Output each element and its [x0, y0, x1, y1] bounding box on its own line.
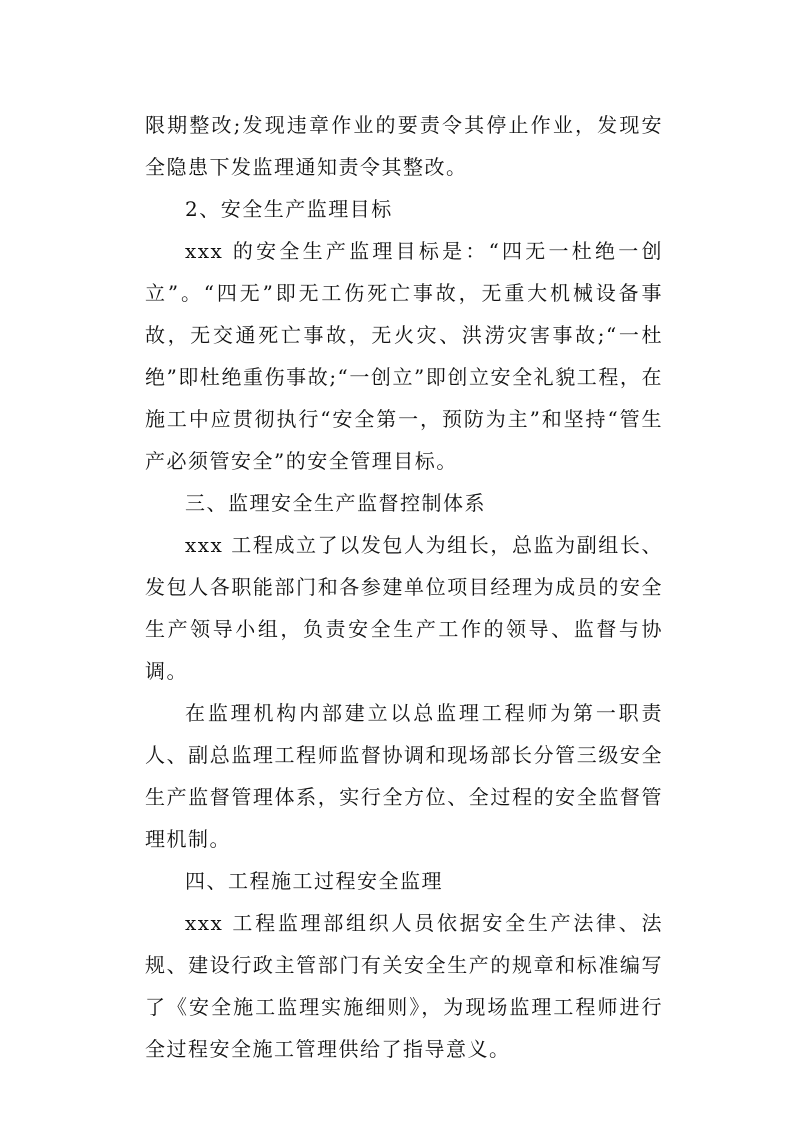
- section-heading-control-system: 三、监理安全生产监督控制体系: [185, 491, 486, 515]
- section-heading-construction-supervision: 四、工程施工过程安全监理: [185, 869, 443, 893]
- paragraph-continuation: 限期整改;发现违章作业的要责令其停止作业，发现安全隐患下发监理通知责令其整改。: [145, 113, 663, 179]
- paragraph-leadership-group: xxx 工程成立了以发包人为组长，总监为副组长、发包人各职能部门和各参建单位项目经理为成员的安全生产领导小组，负责安全生产工作的领导、监督与协调。: [145, 533, 663, 683]
- section-heading-safety-goal: 2、安全生产监理目标: [185, 197, 393, 221]
- document-body: [145, 104, 663, 1070]
- paragraph-internal-system: 在监理机构内部建立以总监理工程师为第一职责人、副总监理工程师监督协调和现场部长分管三级安全生产监督管理体系，实行全方位、全过程的安全监督管理机制。: [145, 701, 663, 851]
- paragraph-safety-goal: xxx 的安全生产监理目标是：“四无一杜绝一创立”。“四无”即无工伤死亡事故，无重大机械设备事故，无交通死亡事故，无火灾、洪涝灾害事故;“一杜绝”即杜绝重伤事故;“一创立”即创立安全礼貌工程，在施工中应贯彻执行“安全第一，预防为主”和坚持“管生产必须管安全”的安全管理目标。: [145, 239, 663, 473]
- paragraph-implementation-rules: xxx 工程监理部组织人员依据安全生产法律、法规、建设行政主管部门有关安全生产的规章和标准编写了《安全施工监理实施细则》，为现场监理工程师进行全过程安全施工管理供给了指导意义。: [145, 911, 663, 1061]
